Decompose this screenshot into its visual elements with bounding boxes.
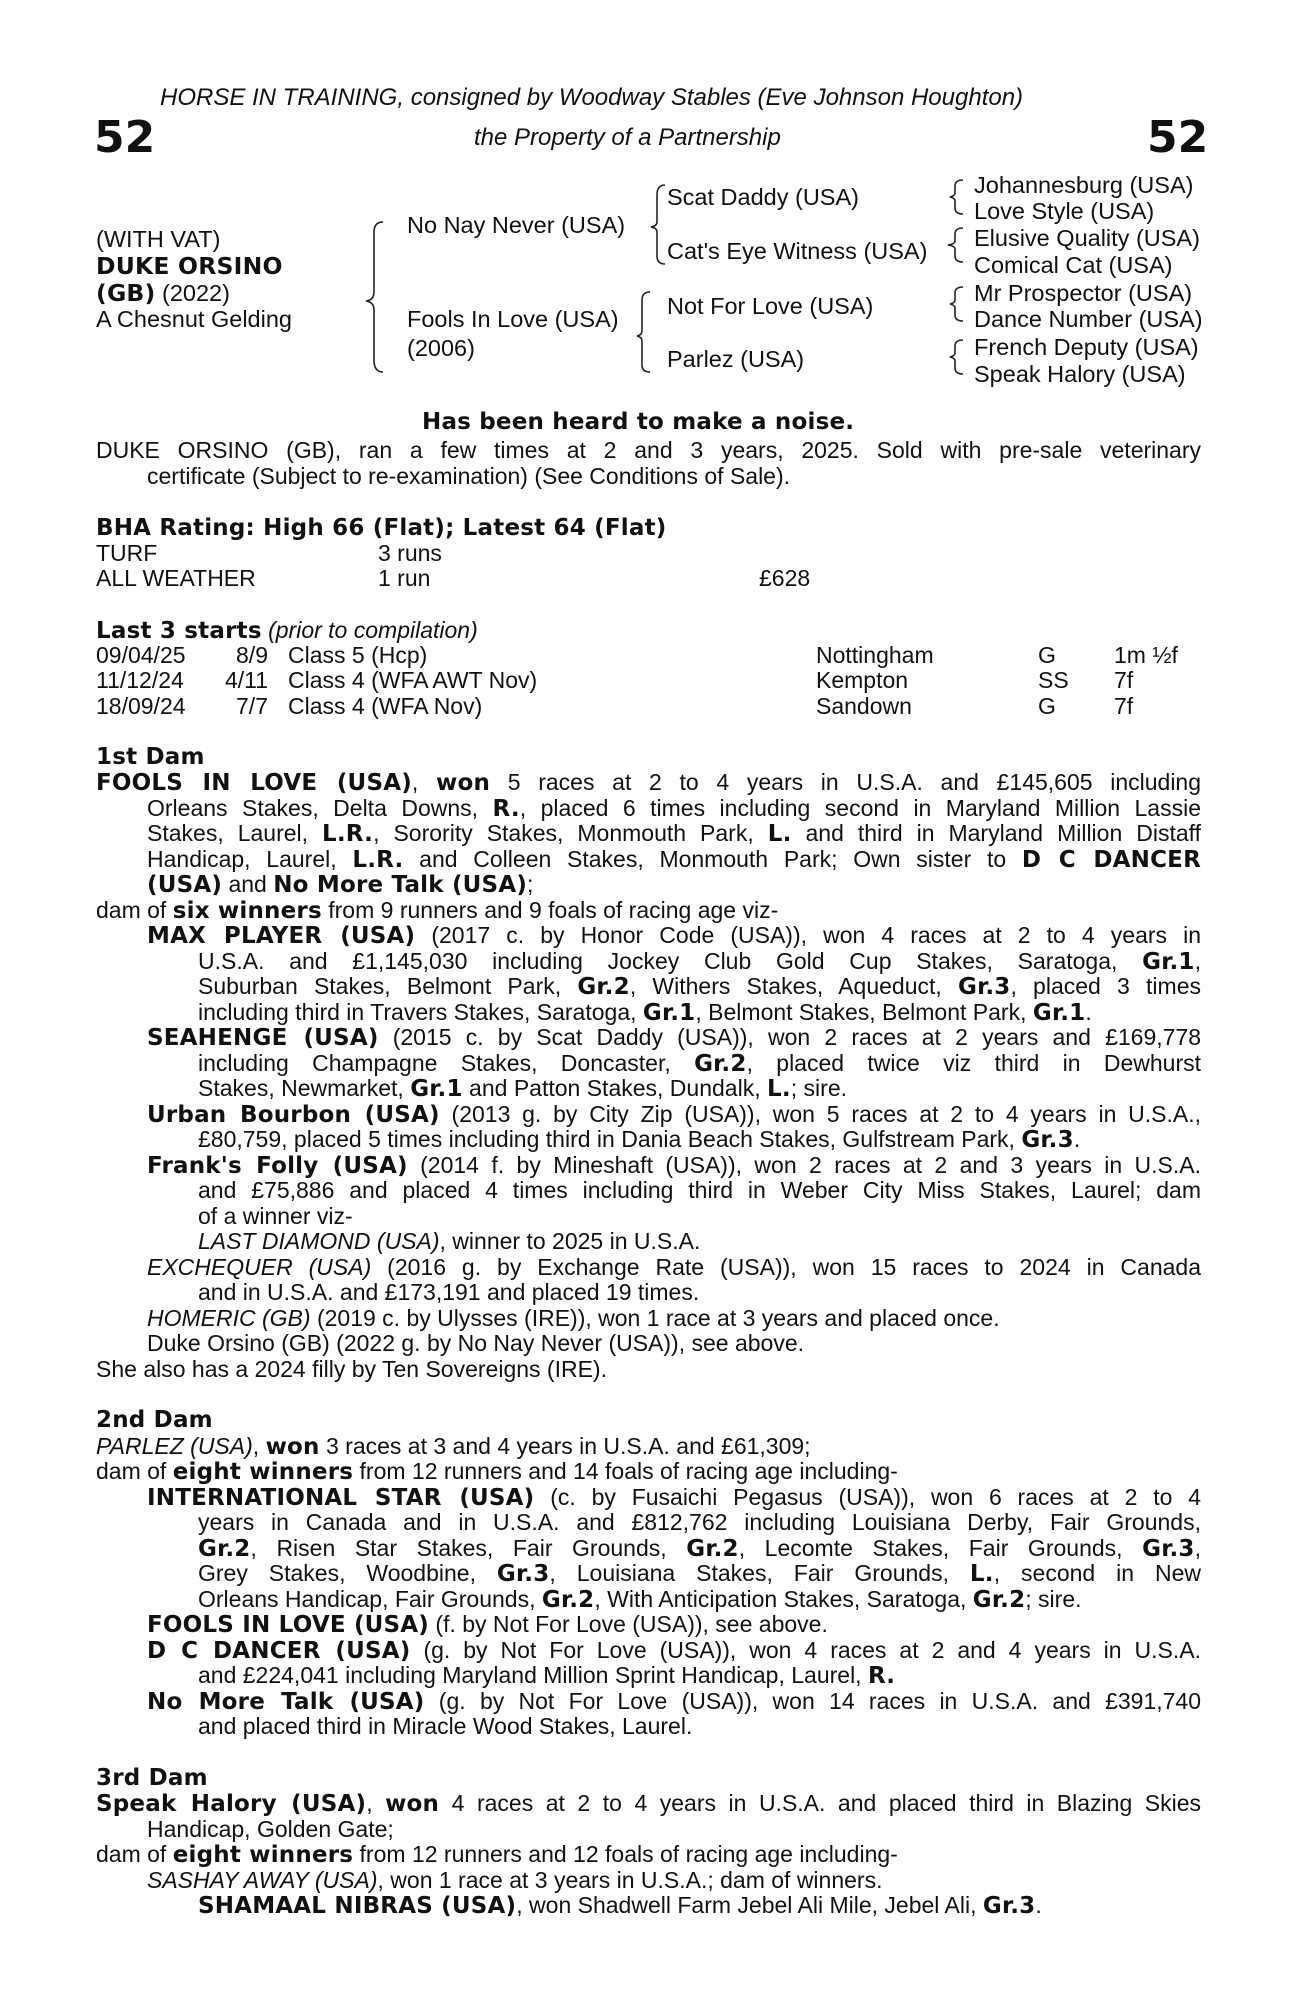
progeny-international-star-4: Grey Stakes, Woodbine, Gr.3, Louisiana Stakes, Fair Grounds, L., second in New <box>198 1560 1201 1587</box>
summary-line-1: DUKE ORSINO (GB), ran a few times at 2 and 3 years, 2025. Sold with pre-sale veterinary <box>96 437 1201 463</box>
start-race: Class 4 (WFA Nov) <box>288 693 483 719</box>
pedigree-dam-dam: Parlez (USA) <box>667 346 805 372</box>
consignment-line: HORSE IN TRAINING, consigned by Woodway Stables (Eve Johnson Houghton) <box>160 84 1024 111</box>
rating-surface-aw: ALL WEATHER <box>96 565 256 591</box>
progeny-sashay-away: SASHAY AWAY (USA), won 1 race at 3 years in U.S.A.; dam of winners. <box>147 1867 883 1893</box>
start-race: Class 5 (Hcp) <box>288 642 428 668</box>
start-going: G <box>1038 693 1056 719</box>
pedigree-g1: Johannesburg (USA) <box>974 172 1194 198</box>
progeny-duke-orsino: Duke Orsino (GB) (2022 g. by No Nay Never (USA)), see above. <box>147 1330 805 1356</box>
pedigree-dam-year: (2006) <box>407 335 475 361</box>
start-position: 8/9 <box>236 642 268 668</box>
bha-rating-title: BHA Rating: High 66 (Flat); Latest 64 (Flat) <box>96 515 667 541</box>
progeny-no-more-talk: No More Talk (USA) (g. by Not For Love (USA)), won 14 races in U.S.A. and £391,740 <box>147 1688 1201 1715</box>
progeny-last-diamond: LAST DIAMOND (USA), winner to 2025 in U.S.A. <box>198 1228 701 1254</box>
progeny-franks-folly: Frank's Folly (USA) (2014 f. by Mineshaft (USA)), won 2 races at 2 and 3 years in U.S.A. <box>147 1152 1201 1179</box>
brace-main <box>366 222 383 372</box>
summary-line-2: certificate (Subject to re-examination) (See Conditions of Sale). <box>147 463 791 489</box>
progeny-shamaal-nibras: SHAMAAL NIBRAS (USA), won Shadwell Farm Jebel Ali Mile, Jebel Ali, Gr.3. <box>198 1892 1042 1919</box>
progeny-max-player: MAX PLAYER (USA) (2017 c. by Honor Code (USA)), won 4 races at 2 to 4 years in <box>147 922 1201 949</box>
progeny-max-player-3: Suburban Stakes, Belmont Park, Gr.2, Withers Stakes, Aqueduct, Gr.3, placed 3 times <box>198 973 1201 1000</box>
dam1-also-note: She also has a 2024 filly by Ten Sovereigns (IRE). <box>96 1356 607 1382</box>
progeny-franks-folly-3: of a winner viz- <box>198 1203 353 1229</box>
rating-surface-turf: TURF <box>96 540 158 566</box>
pedigree-sire-sire: Scat Daddy (USA) <box>667 184 859 210</box>
progeny-max-player-2: U.S.A. and £1,145,030 including Jockey Club Gold Cup Stakes, Saratoga, Gr.1, <box>198 948 1201 975</box>
brace-g34 <box>948 228 963 262</box>
progeny-fools-in-love: FOOLS IN LOVE (USA) (f. by Not For Love (USA)), see above. <box>147 1611 828 1638</box>
progeny-international-star-3: Gr.2, Risen Star Stakes, Fair Grounds, Gr.2, Lecomte Stakes, Fair Grounds, Gr.3, <box>198 1535 1201 1562</box>
progeny-exchequer: EXCHEQUER (USA) (2016 g. by Exchange Rate (USA)), won 15 races to 2024 in Canada <box>147 1254 1201 1280</box>
brace-sire <box>651 185 665 264</box>
brace-g78 <box>950 340 963 374</box>
noise-notice: Has been heard to make a noise. <box>422 409 855 435</box>
horse-name: DUKE ORSINO <box>96 252 283 280</box>
start-race: Class 4 (WFA AWT Nov) <box>288 667 538 693</box>
pedigree-g4: Comical Cat (USA) <box>974 252 1173 278</box>
progeny-homeric: HOMERIC (GB) (2019 c. by Ulysses (IRE)), won 1 race at 3 years and placed once. <box>147 1305 1000 1331</box>
horse-description: A Chesnut Gelding <box>96 306 292 332</box>
dam1-line-2: Orleans Stakes, Delta Downs, R., placed 6 times including second in Maryland Million Lassie <box>147 795 1201 822</box>
lot-number-left: 52 <box>94 112 156 163</box>
progeny-international-star-2: years in Canada and in U.S.A. and £812,762 including Louisiana Derby, Fair Grounds, <box>198 1509 1201 1535</box>
start-date: 18/09/24 <box>96 693 186 719</box>
rating-earnings-aw: £628 <box>759 565 811 591</box>
dam3-line-1: Speak Halory (USA), won 4 races at 2 to 4 years in U.S.A. and placed third in Blazing Skies <box>96 1790 1202 1817</box>
property-line: the Property of a Partnership <box>474 124 781 151</box>
pedigree-g6: Dance Number (USA) <box>974 306 1203 332</box>
start-course: Kempton <box>816 667 909 693</box>
pedigree-sire: No Nay Never (USA) <box>407 212 626 238</box>
rating-runs-aw: 1 run <box>378 565 431 591</box>
start-position: 4/11 <box>224 667 268 693</box>
dam2-line-2: dam of eight winners from 12 runners and 14 foals of racing age including- <box>96 1458 898 1485</box>
start-course: Sandown <box>816 693 912 719</box>
dam1-line-3: Stakes, Laurel, L.R., Sorority Stakes, Monmouth Park, L. and third in Maryland Million Distaff <box>147 820 1202 847</box>
dam3-heading: 3rd Dam <box>96 1765 208 1791</box>
pedigree-g3: Elusive Quality (USA) <box>974 225 1200 251</box>
lot-number-right: 52 <box>1147 112 1209 163</box>
start-distance: 7f <box>1114 667 1134 693</box>
progeny-dc-dancer: D C DANCER (USA) (g. by Not For Love (USA)), won 4 races at 2 and 4 years in U.S.A. <box>147 1637 1202 1664</box>
brace-g12 <box>950 180 963 214</box>
progeny-international-star: INTERNATIONAL STAR (USA) (c. by Fusaichi Pegasus (USA)), won 6 races at 2 to 4 <box>147 1484 1202 1511</box>
dam1-line-4: Handicap, Laurel, L.R. and Colleen Stakes, Monmouth Park; Own sister to D C DANCER <box>147 846 1201 873</box>
start-course: Nottingham <box>816 642 934 668</box>
pedigree-g7: French Deputy (USA) <box>974 334 1199 360</box>
pedigree-g8: Speak Halory (USA) <box>974 361 1186 387</box>
dam1-heading: 1st Dam <box>96 744 205 770</box>
start-position: 7/7 <box>236 693 268 719</box>
pedigree-g5: Mr Prospector (USA) <box>974 280 1193 306</box>
vat-label: (WITH VAT) <box>96 226 221 252</box>
dam1-line-1: FOOLS IN LOVE (USA), won 5 races at 2 to 4 years in U.S.A. and £145,605 including <box>96 769 1202 796</box>
start-distance: 7f <box>1114 693 1134 719</box>
rating-runs-turf: 3 runs <box>378 540 442 566</box>
progeny-seahenge: SEAHENGE (USA) (2015 c. by Scat Daddy (USA)), won 2 races at 2 years and £169,778 <box>147 1024 1201 1051</box>
pedigree-dam-sire: Not For Love (USA) <box>667 293 874 319</box>
dam3-line-3: dam of eight winners from 12 runners and 12 foals of racing age including- <box>96 1841 898 1868</box>
start-date: 11/12/24 <box>96 667 184 693</box>
last-starts-title: Last 3 starts (prior to compilation) <box>96 617 478 644</box>
progeny-urban-bourbon-2: £80,759, placed 5 times including third in Dania Beach Stakes, Gulfstream Park, Gr.3. <box>198 1126 1081 1153</box>
pedigree-g2: Love Style (USA) <box>974 198 1155 224</box>
horse-country-year: (GB) (2022) <box>96 279 230 307</box>
progeny-max-player-4: including third in Travers Stakes, Saratoga, Gr.1, Belmont Stakes, Belmont Park, Gr.1. <box>198 999 1092 1026</box>
start-distance: 1m ½f <box>1114 642 1178 668</box>
start-going: G <box>1038 642 1056 668</box>
progeny-urban-bourbon: Urban Bourbon (USA) (2013 g. by City Zip (USA)), won 5 races at 2 to 4 years in U.S.A., <box>147 1101 1201 1128</box>
dam2-heading: 2nd Dam <box>96 1407 213 1433</box>
progeny-international-star-5: Orleans Handicap, Fair Grounds, Gr.2, With Anticipation Stakes, Saratoga, Gr.2; sire. <box>198 1586 1082 1613</box>
pedigree-sire-dam: Cat's Eye Witness (USA) <box>667 238 928 264</box>
progeny-seahenge-3: Stakes, Newmarket, Gr.1 and Patton Stakes, Dundalk, L.; sire. <box>198 1075 848 1102</box>
brace-g56 <box>950 287 963 321</box>
brace-dam <box>637 292 650 372</box>
progeny-dc-dancer-2: and £224,041 including Maryland Million Sprint Handicap, Laurel, R. <box>198 1662 896 1689</box>
dam1-line-6: dam of six winners from 9 runners and 9 foals of racing age viz- <box>96 897 779 924</box>
progeny-seahenge-2: including Champagne Stakes, Doncaster, Gr.2, placed twice viz third in Dewhurst <box>198 1050 1202 1077</box>
start-date: 09/04/25 <box>96 642 186 668</box>
start-going: SS <box>1038 667 1069 693</box>
dam2-line-1: PARLEZ (USA), won 3 races at 3 and 4 years in U.S.A. and £61,309; <box>96 1433 811 1460</box>
dam1-line-5: (USA) and No More Talk (USA); <box>147 871 534 898</box>
pedigree-dam: Fools In Love (USA) <box>407 306 619 332</box>
dam3-line-2: Handicap, Golden Gate; <box>147 1816 394 1842</box>
progeny-exchequer-2: and in U.S.A. and £173,191 and placed 19 times. <box>198 1279 700 1305</box>
progeny-no-more-talk-2: and placed third in Miracle Wood Stakes, Laurel. <box>198 1713 693 1739</box>
progeny-franks-folly-2: and £75,886 and placed 4 times including third in Weber City Miss Stakes, Laurel; dam <box>198 1177 1201 1203</box>
